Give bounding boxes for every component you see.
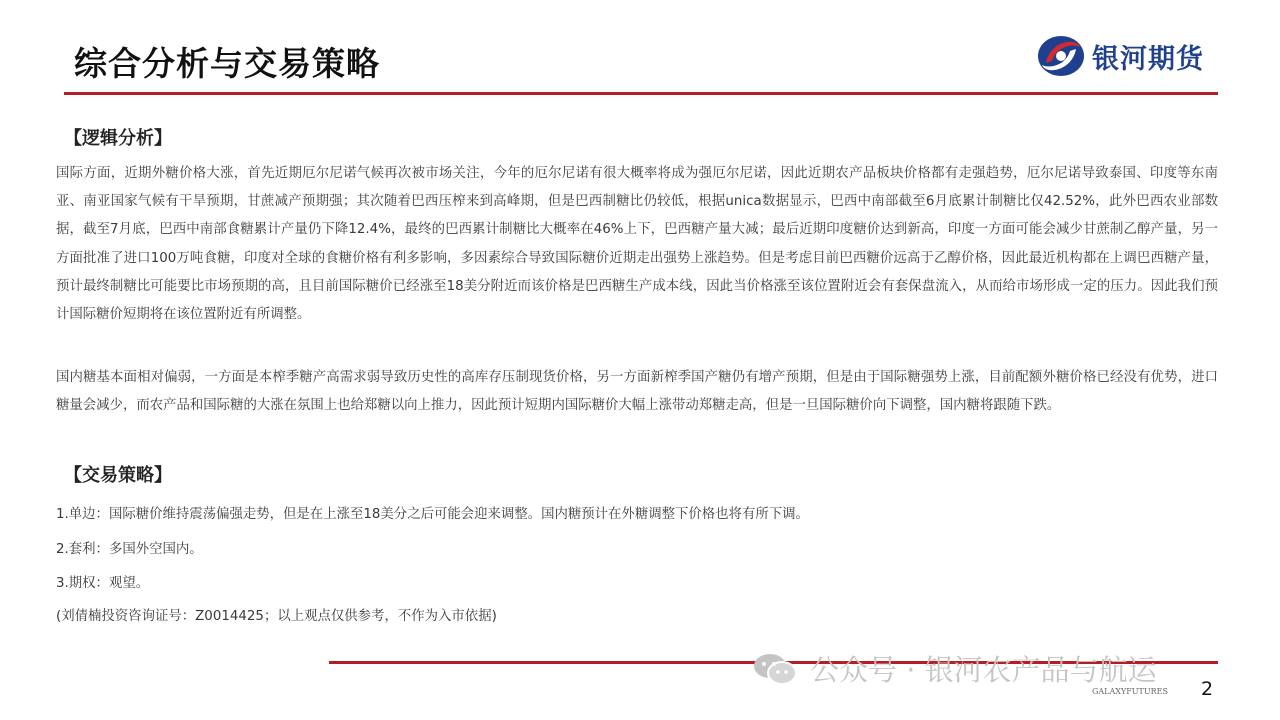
strategy-item-single: 1.单边：国际糖价维持震荡偏强走势，但是在上涨至18美分之后可能会迎来调整。国内糖预计在外糖调整下价格也将有所下调。 (56, 507, 809, 522)
logic-heading: 【逻辑分析】 (64, 128, 172, 149)
watermark (752, 648, 1157, 689)
header-divider (64, 92, 1218, 95)
wechat-icon (752, 652, 798, 686)
page-number: 2 (1201, 678, 1214, 700)
watermark-text: 公众号 · 银河农产品与航运 (810, 653, 1157, 687)
company-english-name: GALAXYFUTURES (1092, 687, 1168, 696)
logic-paragraph-domestic: 国内糖基本面相对偏弱，一方面是本榨季糖产高需求弱导致历史性的高库存压制现货价格，另一方面新榨季国产糖仍有增产预期，但是由于国际糖强势上涨，目前配额外糖价格已经没有优势，进口糖量会减少，而农产品和国际糖的大涨在氛围上也给郑糖以向上推力，因此预计短期内国际糖价大幅上涨带动郑糖走高，但是一旦国际糖价向下调整，国内糖将跟随下跌。 (56, 370, 1218, 414)
page-title: 综合分析与交易策略 (74, 44, 380, 83)
company-logo (1036, 33, 1204, 79)
strategy-heading: 【交易策略】 (64, 465, 172, 486)
logic-paragraph-international: 国际方面，近期外糖价格大涨，首先近期厄尔尼诺气候再次被市场关注，今年的厄尔尼诺有很大概率将成为强厄尔尼诺，因此近期农产品板块价格都有走强趋势，厄尔尼诺导致泰国、印度等东南亚、南亚国家气候有干旱预期，甘蔗减产预期强；其次随着巴西压榨来到高峰期，但是巴西制糖比仍较低，根据unica数据显示，巴西中南部截至6月底累计制糖比仅42.52%，此外巴西农业部数据，截至7月底，巴西中南部食糖累计产量仍下降12.4%，最终的巴西累计制糖比大概率在46%上下，巴西糖产量大减；最后近期印度糖价达到新高，印度一方面可能会减少甘蔗制乙醇产量，另一方面批准了进口100万吨食糖，印度对全球的食糖价格有利多影响，多因素综合导致国际糖价近期走出强势上涨趋势。但是考虑目前巴西糖价远高于乙醇价格，因此最近机构都在上调巴西糖产量，预计最终制糖比可能要比市场预期的高，且目前国际糖价已经涨至18美分附近而该价格是巴西糖生产成本线，因此当价格涨至该位置附近会有套保盘流入，从而给市场形成一定的压力。因此我们预计国际糖价短期将在该位置附近有所调整。 (56, 166, 1218, 323)
logo-text: 银河期货 (1092, 43, 1204, 75)
strategy-item-arbitrage: 2.套利：多国外空国内。 (56, 542, 203, 557)
galaxy-logo-icon (1036, 33, 1086, 79)
strategy-item-options: 3.期权：观望。 (56, 576, 150, 591)
disclaimer-text: (刘倩楠投资咨询证号：Z0014425；以上观点仅供参考，不作为入市依据) (56, 609, 497, 624)
